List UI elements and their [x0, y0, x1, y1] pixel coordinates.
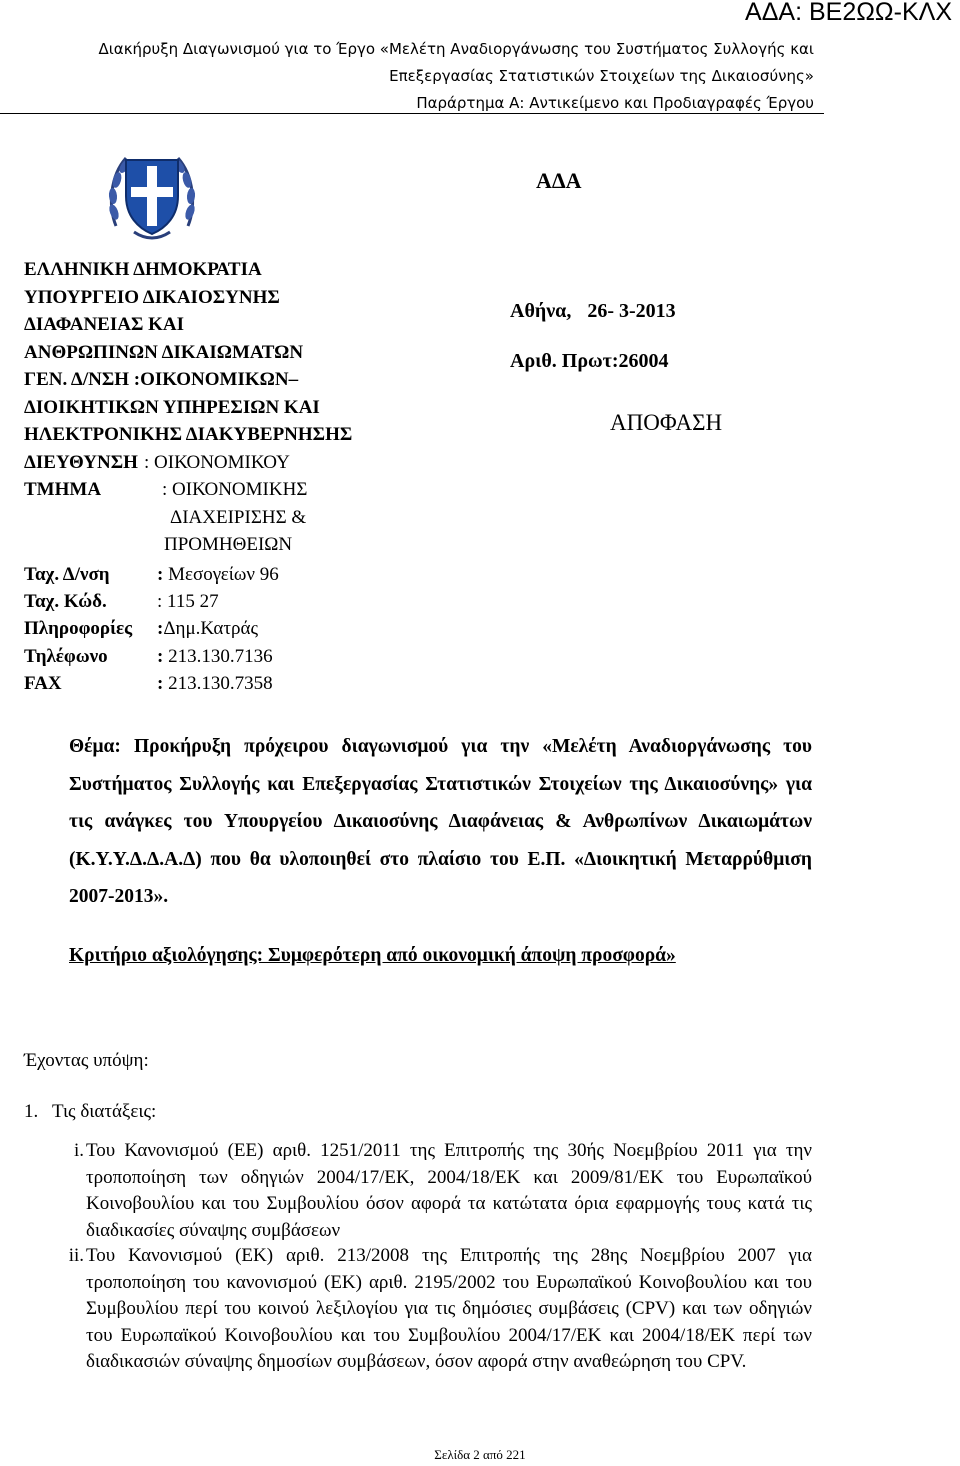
address-value-wrap [157, 561, 279, 588]
zip-value: : 115 27 [157, 591, 219, 613]
date-label: Αθήνα, [510, 300, 572, 322]
protocol-number: Αριθ. Πρωτ:26004 [510, 350, 669, 372]
department-value-2: ΔΙΑΧΕΙΡΙΣΗΣ & [170, 506, 307, 528]
considering-heading: Έχοντας υπόψη: [24, 1050, 149, 1071]
list-item-1-text: Τις διατάξεις: [52, 1101, 157, 1122]
zip-key: Ταχ. Κώδ. [24, 591, 107, 613]
issuer-line-4: ΑΝΘΡΩΠΙΝΩΝ ΔΙΚΑΙΩΜΑΤΩΝ [24, 341, 304, 363]
list-item-1 [24, 1101, 156, 1123]
address-value: Μεσογείων 96 [168, 564, 279, 585]
phone-key: Τηλέφωνο [24, 645, 108, 667]
list-item-1-number: 1. [24, 1101, 39, 1122]
header-line-3: Παράρτημα Α: Αντικείμενο και Προδιαγραφές Έργου [416, 94, 814, 112]
info-colon: : [157, 618, 164, 640]
issuer-line-7: ΗΛΕΚΤΡΟΝΙΚΗΣ ΔΙΑΚΥΒΕΡΝΗΣΗΣ [24, 424, 353, 445]
running-header [98, 36, 814, 117]
fax-value: 213.130.7358 [168, 672, 273, 694]
subject-paragraph: Θέμα: Προκήρυξη πρόχειρου διαγωνισμού για την «Μελέτη Αναδιοργάνωσης του Συστήματος Συλλογής και Επεξεργασίας Στατιστικών Στοιχείων της Δικαιοσύνης» για τις ανάγκες του Υπουργείου Δικαιοσύνης Διαφάνειας & Ανθρωπίνων Δικαιωμάτων (Κ.Υ.Υ.Δ.Δ.Α.Δ) που θα υλοποιηθεί στο πλαίσιο του Ε.Π. «Διοικητική Μεταρρύθμιση 2007-2013». [69, 736, 812, 907]
page-number-footer: Σελίδα 2 από 221 [434, 1447, 526, 1462]
issuer-line-3: ΔΙΑΦΑΝΕΙΑΣ ΚΑΙ [24, 314, 185, 335]
sub-item-i-numeral: i. [73, 1140, 84, 1161]
sub-item-ii-numeral: ii. [68, 1245, 84, 1266]
department-value-1: : ΟΙΚΟΝΟΜΙΚΗΣ [162, 479, 308, 500]
fax-key: FAX [24, 672, 62, 694]
ada-label: ΑΔΑ [536, 168, 582, 193]
info-key: Πληροφορίες [24, 618, 133, 640]
address-key: Ταχ. Δ/νση [24, 564, 110, 585]
issuer-line-6: ΔΙΟΙΚΗΤΙΚΩΝ ΥΠΗΡΕΣΙΩΝ ΚΑΙ [24, 396, 320, 418]
address-colon: : [157, 564, 164, 585]
department-row-3 [24, 531, 352, 559]
sub-item-i-text: Του Κανονισμού (ΕΕ) αριθ. 1251/2011 της Επιτροπής της 30ής Νοεμβρίου 2011 για την τροποποίηση των οδηγιών 2004/17/ΕΚ, 2004/18/ΕΚ και 2009/81/ΕΚ του Ευρωπαϊκού Κοινοβουλίου και του Συμβουλίου όσον αφορά τα κατώτατα όρια εφαρμογής τους κατά τις διαδικασίες σύναψης συμβάσεων [86, 1140, 812, 1241]
phone-colon: : [157, 645, 164, 667]
issuer-block [24, 256, 352, 559]
department-row-2 [24, 504, 352, 532]
issuer-line-5: ΓΕΝ. Δ/ΝΣΗ :ΟΙΚΟΝΟΜΙΚΩΝ– [24, 369, 299, 390]
department-key: ΤΜΗΜΑ [24, 479, 102, 500]
info-value: Δημ.Κατράς [163, 618, 258, 640]
phone-value-wrap [157, 643, 273, 670]
header-line-2: Επεξεργασίας Στατιστικών Στοιχείων της Δικαιοσύνης» [389, 67, 814, 85]
ada-code-corner: ΑΔΑ: ΒΕ2ΩΩ-ΚΛΧ [745, 0, 952, 26]
fax-colon: : [157, 672, 164, 694]
directorate-row [24, 449, 352, 477]
issuer-line-2: ΥΠΟΥΡΓΕΙΟ ΔΙΚΑΙΟΣΥΝΗΣ [24, 286, 280, 308]
sub-item-ii-text: Του Κανονισμού (ΕΚ) αριθ. 213/2008 της Επιτροπής της 28ης Νοεμβρίου 2007 για τροποποίηση του κανονισμού (ΕΚ) αριθ. 2195/2002 του Ευρωπαϊκού Κοινοβουλίου και του Συμβουλίου περί του κοινού λεξιλογίου για τις δημόσιες συμβάσεις (CPV) και των οδηγιών του Ευρωπαϊκού Κοινοβουλίου και του Συμβουλίου 2004/17/ΕΚ και 2004/18/ΕΚ περί των διαδικασιών σύναψης δημοσίων συμβάσεων, όσον αφορά στην αναθεώρηση του CPV. [86, 1245, 812, 1372]
header-divider [0, 113, 824, 114]
decision-title: ΑΠΟΦΑΣΗ [610, 410, 723, 435]
department-value-3: ΠΡΟΜΗΘΕΙΩΝ [164, 534, 293, 555]
sub-item-ii [46, 1243, 812, 1376]
directorate-key: ΔΙΕΥΘΥΝΣΗ [24, 451, 138, 473]
evaluation-criterion: Κριτήριο αξιολόγησης: Συμφερότερη από οικονομική άποψη προσφορά» [69, 945, 676, 966]
info-value-wrap [157, 615, 258, 642]
date-value: 26- 3-2013 [587, 300, 676, 322]
department-row [24, 476, 352, 504]
fax-value-wrap [157, 670, 273, 697]
issuer-line-1: ΕΛΛΗΝΙΚΗ ΔΗΜΟΚΡΑΤΙΑ [24, 259, 262, 280]
sub-item-i [46, 1138, 812, 1244]
directorate-value: : ΟΙΚΟΝΟΜΙΚΟΥ [144, 451, 290, 473]
greek-coat-of-arms-icon [104, 146, 200, 246]
header-line-1: Διακήρυξη Διαγωνισμού για το Έργο «Μελέτη Αναδιοργάνωσης του Συστήματος Συλλογής και [98, 40, 814, 58]
date-line [510, 300, 676, 323]
phone-value: 213.130.7136 [168, 645, 273, 667]
